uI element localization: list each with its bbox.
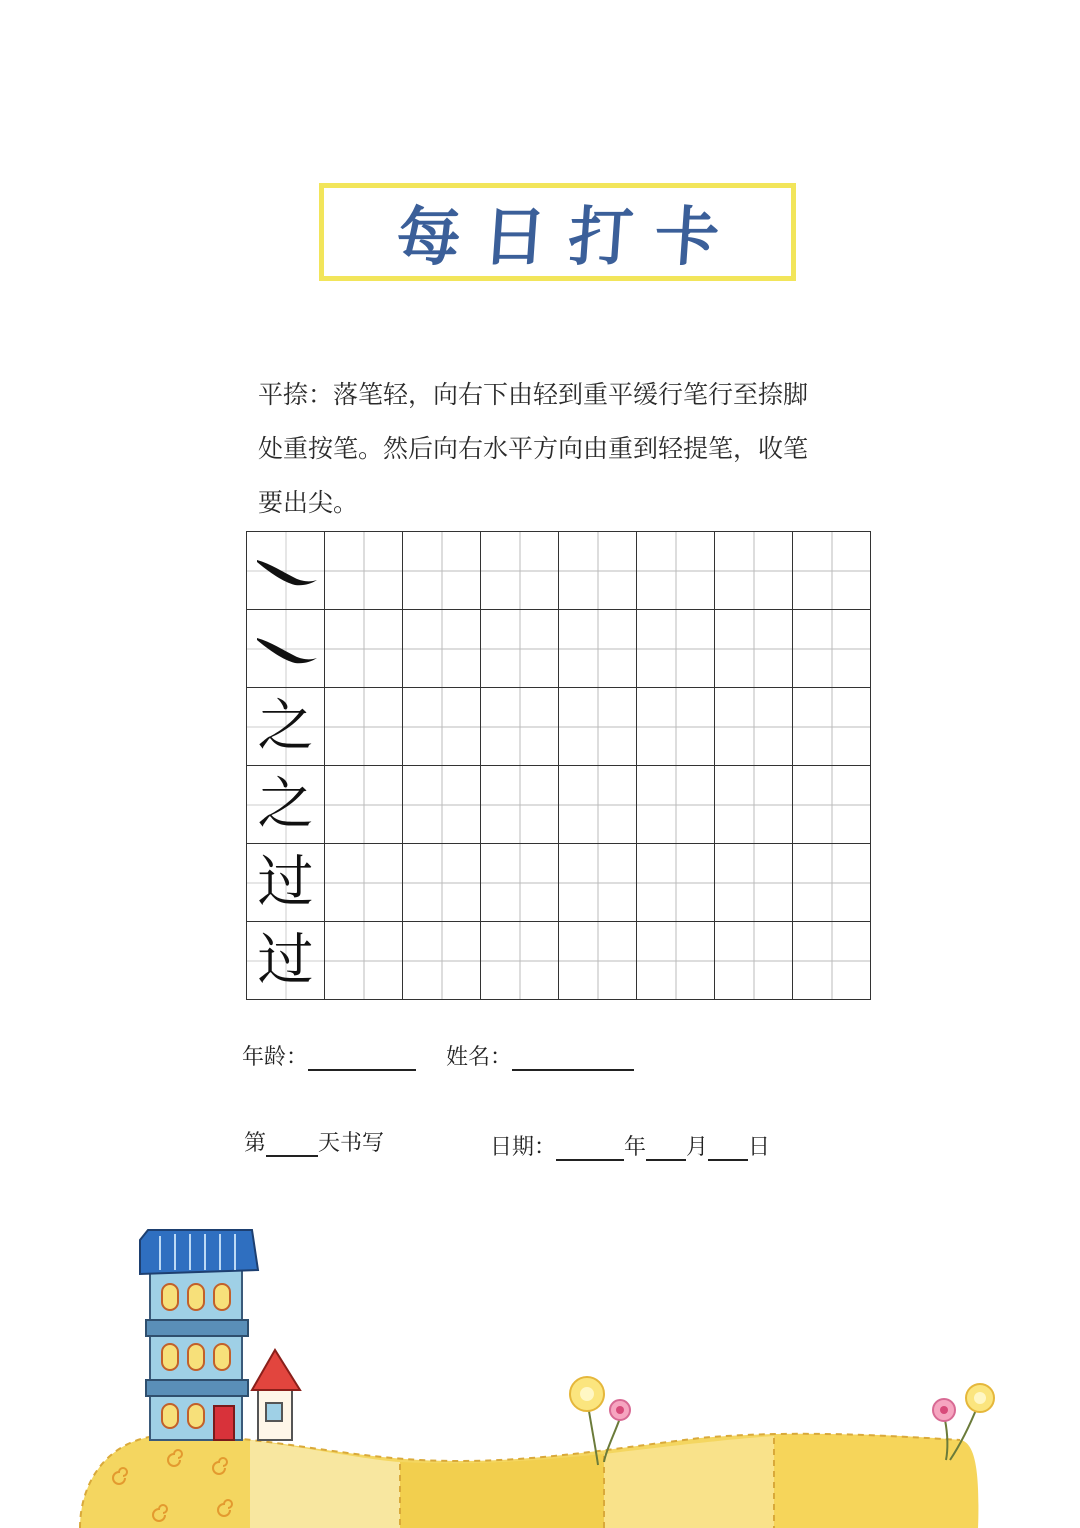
- model-character: 过: [257, 927, 314, 993]
- day-prefix: 第: [244, 1131, 267, 1156]
- model-character: 过: [257, 849, 314, 915]
- day-suffix: 天书写: [318, 1131, 385, 1156]
- practice-cell[interactable]: [559, 688, 637, 766]
- model-cell: [247, 532, 325, 610]
- practice-cell[interactable]: [403, 532, 481, 610]
- practice-cell[interactable]: [481, 688, 559, 766]
- practice-cell[interactable]: [403, 922, 481, 1000]
- practice-cell[interactable]: [481, 766, 559, 844]
- practice-cell[interactable]: [403, 844, 481, 922]
- page-title: 每日打卡: [393, 201, 743, 275]
- practice-cell[interactable]: [559, 844, 637, 922]
- practice-cell[interactable]: [793, 688, 871, 766]
- age-field[interactable]: [308, 1047, 416, 1071]
- month-label: 月: [686, 1135, 709, 1160]
- practice-cell[interactable]: [715, 610, 793, 688]
- model-cell: [247, 766, 325, 844]
- practice-cell[interactable]: [637, 688, 715, 766]
- practice-cell[interactable]: [793, 922, 871, 1000]
- practice-cell[interactable]: [715, 844, 793, 922]
- practice-cell[interactable]: [793, 610, 871, 688]
- model-character: 之: [257, 771, 314, 837]
- age-name-row: [242, 1040, 634, 1071]
- year-field[interactable]: [556, 1137, 624, 1161]
- model-cell: [247, 610, 325, 688]
- practice-cell[interactable]: [325, 688, 403, 766]
- practice-cell[interactable]: [481, 922, 559, 1000]
- practice-cell[interactable]: [481, 844, 559, 922]
- age-label: 年龄：: [242, 1045, 309, 1070]
- practice-cell[interactable]: [403, 688, 481, 766]
- practice-cell[interactable]: [637, 610, 715, 688]
- grid-row: [247, 532, 871, 610]
- model-cell: [247, 844, 325, 922]
- practice-cell[interactable]: [325, 532, 403, 610]
- day-count-field[interactable]: [266, 1133, 318, 1157]
- practice-grid: [246, 531, 871, 1000]
- month-field[interactable]: [646, 1137, 686, 1161]
- practice-cell[interactable]: [403, 610, 481, 688]
- day-label: 日: [748, 1135, 771, 1160]
- flat-na-stroke-icon: [253, 628, 319, 668]
- practice-cell[interactable]: [559, 922, 637, 1000]
- grid-row: [247, 688, 871, 766]
- practice-cell[interactable]: [559, 610, 637, 688]
- practice-cell[interactable]: [403, 766, 481, 844]
- practice-cell[interactable]: [637, 844, 715, 922]
- practice-cell[interactable]: [793, 844, 871, 922]
- practice-cell[interactable]: [793, 766, 871, 844]
- instruction-line: 平捺：落笔轻，向右下由轻到重平缓行笔行至捺脚: [258, 380, 809, 409]
- cartoon-town-illustration: [0, 1210, 1080, 1528]
- model-cell: [247, 688, 325, 766]
- date-row: [490, 1130, 770, 1161]
- grid-row: [247, 610, 871, 688]
- practice-cell[interactable]: [715, 688, 793, 766]
- practice-cell[interactable]: [793, 532, 871, 610]
- year-label: 年: [624, 1135, 647, 1160]
- day-row: [244, 1126, 384, 1157]
- name-field[interactable]: [512, 1047, 634, 1071]
- grid-row: [247, 922, 871, 1000]
- practice-cell[interactable]: [715, 766, 793, 844]
- practice-cell[interactable]: [481, 532, 559, 610]
- practice-cell[interactable]: [325, 844, 403, 922]
- practice-cell[interactable]: [481, 610, 559, 688]
- practice-cell[interactable]: [715, 922, 793, 1000]
- instruction-line: 处重按笔。然后向右水平方向由重到轻提笔，收笔: [258, 434, 809, 463]
- title-box: [319, 183, 796, 281]
- model-cell: [247, 922, 325, 1000]
- practice-cell[interactable]: [637, 532, 715, 610]
- practice-cell[interactable]: [559, 532, 637, 610]
- practice-cell[interactable]: [637, 922, 715, 1000]
- grid-row: [247, 844, 871, 922]
- instruction-text: [258, 368, 868, 530]
- name-label: 姓名：: [446, 1045, 513, 1070]
- date-label: 日期：: [490, 1135, 557, 1160]
- practice-cell[interactable]: [325, 922, 403, 1000]
- practice-cell[interactable]: [325, 766, 403, 844]
- practice-cell[interactable]: [559, 766, 637, 844]
- practice-cell[interactable]: [715, 532, 793, 610]
- practice-cell[interactable]: [637, 766, 715, 844]
- practice-cell[interactable]: [325, 610, 403, 688]
- flat-na-stroke-icon: [253, 550, 319, 590]
- day-field[interactable]: [708, 1137, 748, 1161]
- instruction-line: 要出尖。: [258, 488, 359, 517]
- model-character: 之: [257, 693, 314, 759]
- grid-row: [247, 766, 871, 844]
